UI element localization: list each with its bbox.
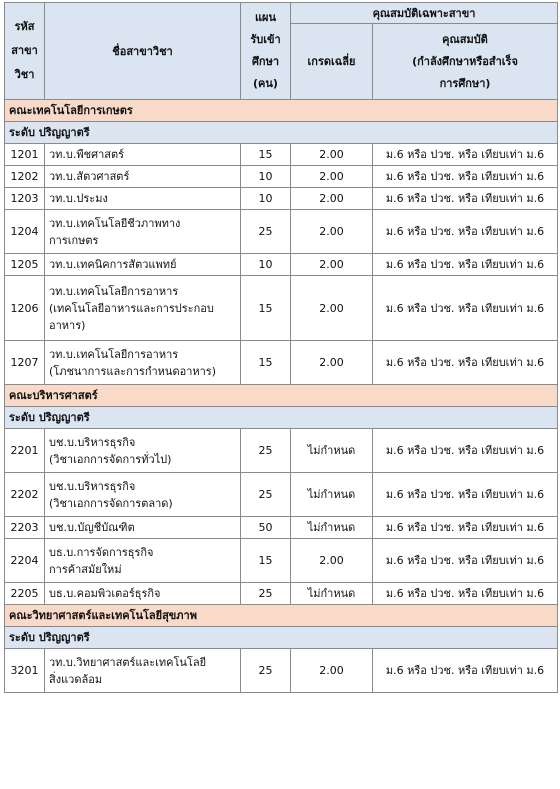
admission-plan: 25 (241, 429, 291, 473)
program-code: 1204 (5, 210, 45, 254)
program-name: บธ.บ.การจัดการธุรกิจ การค้าสมัยใหม่ (45, 539, 241, 583)
program-code: 3201 (5, 649, 45, 693)
header-qual-group: คุณสมบัติเฉพาะสาขา (291, 3, 558, 24)
admission-plan: 15 (241, 539, 291, 583)
header-name: ชื่อสาขาวิชา (45, 3, 241, 100)
qualification: ม.6 หรือ ปวช. หรือ เทียบเท่า ม.6 (373, 429, 558, 473)
table-row (5, 583, 558, 605)
gpa-requirement: 2.00 (291, 210, 373, 254)
program-name: บช.บ.บริหารธุรกิจ (วิชาเอกการจัดการตลาด) (45, 473, 241, 517)
program-name: วท.บ.เทคโนโลยีการอาหาร (เทคโนโลยีอาหารและการประกอบ อาหาร) (45, 276, 241, 341)
level-row (5, 407, 558, 429)
program-name: วท.บ.พืชศาสตร์ (45, 144, 241, 166)
table-row (5, 517, 558, 539)
admission-plan: 15 (241, 276, 291, 341)
table-row (5, 188, 558, 210)
table-row (5, 166, 558, 188)
admission-plan: 10 (241, 166, 291, 188)
admission-plan: 50 (241, 517, 291, 539)
table-row (5, 429, 558, 473)
faculty-row (5, 605, 558, 627)
program-name: วท.บ.เทคนิคการสัตวแพทย์ (45, 254, 241, 276)
gpa-requirement: ไม่กำหนด (291, 429, 373, 473)
degree-level: ระดับ ปริญญาตรี (5, 122, 558, 144)
faculty-name: คณะบริหารศาสตร์ (5, 385, 558, 407)
admission-plan: 25 (241, 649, 291, 693)
qualification: ม.6 หรือ ปวช. หรือ เทียบเท่า ม.6 (373, 539, 558, 583)
table-row (5, 341, 558, 385)
admission-plan: 15 (241, 341, 291, 385)
header-code: รหัส สาขา วิชา (5, 3, 45, 100)
header-plan: แผน รับเข้า ศึกษา (คน) (241, 3, 291, 100)
gpa-requirement: 2.00 (291, 276, 373, 341)
gpa-requirement: 2.00 (291, 539, 373, 583)
program-name: วท.บ.เทคโนโลยีชีวภาพทาง การเกษตร (45, 210, 241, 254)
program-code: 1201 (5, 144, 45, 166)
program-code: 2204 (5, 539, 45, 583)
faculty-row (5, 100, 558, 122)
gpa-requirement: ไม่กำหนด (291, 583, 373, 605)
gpa-requirement: 2.00 (291, 188, 373, 210)
qualification: ม.6 หรือ ปวช. หรือ เทียบเท่า ม.6 (373, 473, 558, 517)
program-name: วท.บ.สัตวศาสตร์ (45, 166, 241, 188)
admission-plan: 10 (241, 188, 291, 210)
table-row (5, 276, 558, 341)
gpa-requirement: 2.00 (291, 144, 373, 166)
header-qual: คุณสมบัติ (กำลังศึกษาหรือสำเร็จ การศึกษา) (373, 24, 558, 100)
degree-level: ระดับ ปริญญาตรี (5, 407, 558, 429)
qualification: ม.6 หรือ ปวช. หรือ เทียบเท่า ม.6 (373, 254, 558, 276)
header-gpa: เกรดเฉลี่ย (291, 24, 373, 100)
program-code: 2201 (5, 429, 45, 473)
table-row (5, 210, 558, 254)
program-name: วท.บ.วิทยาศาสตร์และเทคโนโลยี สิ่งแวดล้อม (45, 649, 241, 693)
admission-plan: 25 (241, 210, 291, 254)
qualification: ม.6 หรือ ปวช. หรือ เทียบเท่า ม.6 (373, 166, 558, 188)
table-row (5, 254, 558, 276)
faculty-name: คณะเทคโนโลยีการเกษตร (5, 100, 558, 122)
program-table-wrapper (4, 2, 557, 693)
qualification: ม.6 หรือ ปวช. หรือ เทียบเท่า ม.6 (373, 341, 558, 385)
admission-plan: 25 (241, 473, 291, 517)
qualification: ม.6 หรือ ปวช. หรือ เทียบเท่า ม.6 (373, 144, 558, 166)
program-code: 1205 (5, 254, 45, 276)
program-code: 2202 (5, 473, 45, 517)
table-row (5, 144, 558, 166)
qualification: ม.6 หรือ ปวช. หรือ เทียบเท่า ม.6 (373, 583, 558, 605)
table-row (5, 473, 558, 517)
admission-plan: 25 (241, 583, 291, 605)
degree-level: ระดับ ปริญญาตรี (5, 627, 558, 649)
gpa-requirement: ไม่กำหนด (291, 517, 373, 539)
table-row (5, 649, 558, 693)
gpa-requirement: ไม่กำหนด (291, 473, 373, 517)
program-code: 1203 (5, 188, 45, 210)
gpa-requirement: 2.00 (291, 649, 373, 693)
table-row (5, 539, 558, 583)
faculty-row (5, 385, 558, 407)
gpa-requirement: 2.00 (291, 254, 373, 276)
program-code: 1206 (5, 276, 45, 341)
program-code: 1202 (5, 166, 45, 188)
qualification: ม.6 หรือ ปวช. หรือ เทียบเท่า ม.6 (373, 276, 558, 341)
program-code: 1207 (5, 341, 45, 385)
program-name: บช.บ.บัญชีบัณฑิต (45, 517, 241, 539)
program-name: วท.บ.เทคโนโลยีการอาหาร (โภชนาการและการกำหนดอาหาร) (45, 341, 241, 385)
program-name: บธ.บ.คอมพิวเตอร์ธุรกิจ (45, 583, 241, 605)
level-row (5, 627, 558, 649)
table-header (5, 3, 558, 100)
table-body (5, 100, 558, 693)
program-name: บช.บ.บริหารธุรกิจ (วิชาเอกการจัดการทั่วไป) (45, 429, 241, 473)
program-code: 2205 (5, 583, 45, 605)
level-row (5, 122, 558, 144)
gpa-requirement: 2.00 (291, 341, 373, 385)
program-table (4, 2, 558, 693)
faculty-name: คณะวิทยาศาสตร์และเทคโนโลยีสุขภาพ (5, 605, 558, 627)
qualification: ม.6 หรือ ปวช. หรือ เทียบเท่า ม.6 (373, 210, 558, 254)
program-name: วท.บ.ประมง (45, 188, 241, 210)
program-code: 2203 (5, 517, 45, 539)
admission-plan: 15 (241, 144, 291, 166)
admission-plan: 10 (241, 254, 291, 276)
qualification: ม.6 หรือ ปวช. หรือ เทียบเท่า ม.6 (373, 649, 558, 693)
qualification: ม.6 หรือ ปวช. หรือ เทียบเท่า ม.6 (373, 517, 558, 539)
gpa-requirement: 2.00 (291, 166, 373, 188)
qualification: ม.6 หรือ ปวช. หรือ เทียบเท่า ม.6 (373, 188, 558, 210)
